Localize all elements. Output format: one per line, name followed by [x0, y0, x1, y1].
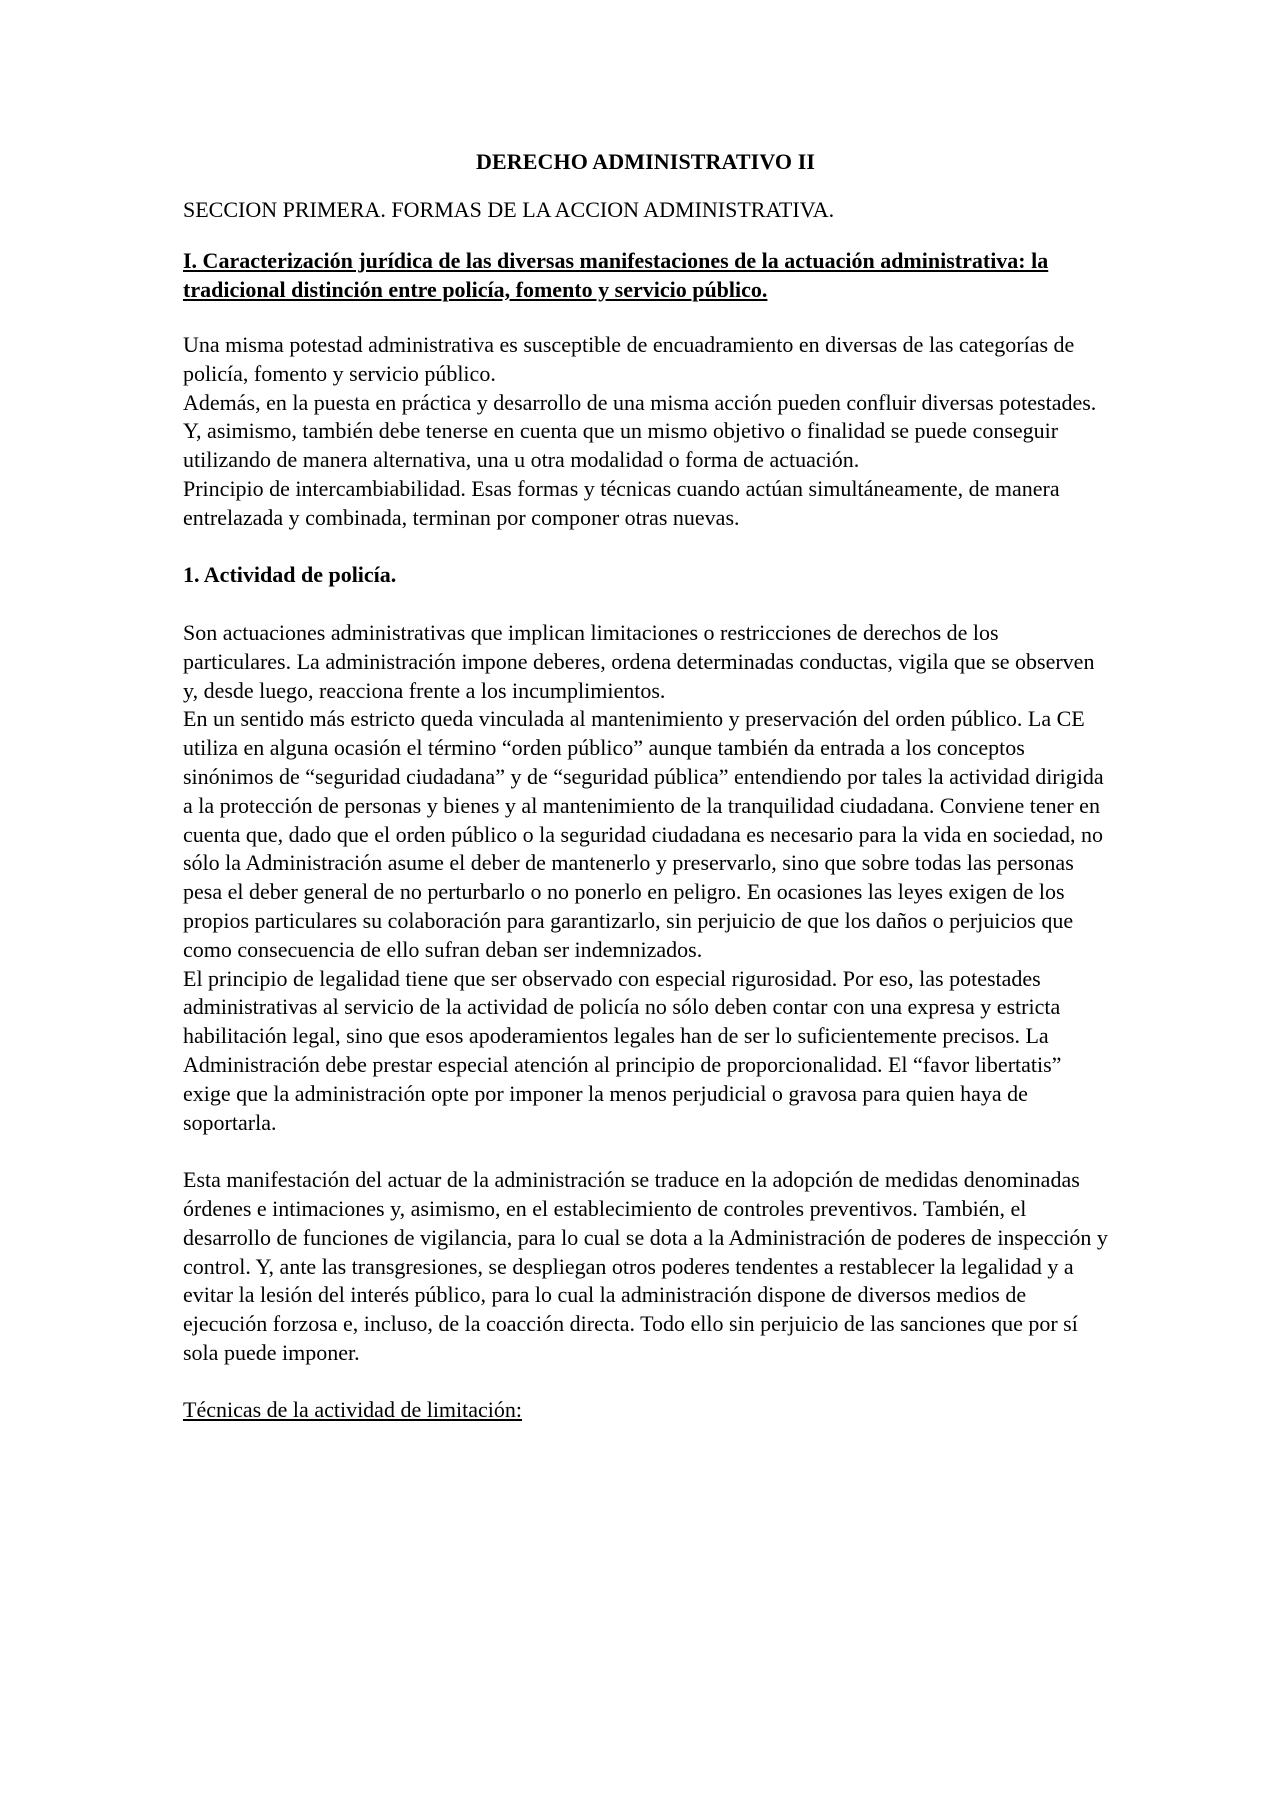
spacer — [183, 1137, 1108, 1166]
spacer — [183, 533, 1108, 562]
subheading-actividad-policia: 1. Actividad de policía. — [183, 562, 397, 588]
chapter-heading: I. Caracterización jurídica de las diversas manifestaciones de la actuación administrativa: la tradicional distinción entre policía, fomento y servicio público. — [183, 248, 1049, 302]
tecnicas-heading: Técnicas de la actividad de limitación: — [183, 1397, 523, 1423]
spacer — [183, 590, 1108, 619]
policia-paragraph-1: Son actuaciones administrativas que implican limitaciones o restricciones de derechos de los particulares. La administración impone deberes, ordena determinadas conductas, vigila que se observen y, desde luego, reacciona frente a los incumplimientos. — [183, 619, 1095, 703]
document-title: DERECHO ADMINISTRATIVO II — [475, 149, 816, 174]
policia-paragraph-2: En un sentido más estricto queda vinculada al mantenimiento y preservación del orden público. La CE utiliza en alguna ocasión el término “orden público” aunque también da entrada a los conceptos sinónimos de “seguridad ciudadana” y de “seguridad pública” entendiendo por tales la actividad dirigida a la protección de personas y bienes y al mantenimiento de la tranquilidad ciudadana. Conviene tener en cuenta que, dado que el orden público o la seguridad ciudadana es necesario para la vida en sociedad, no sólo la Administración asume el deber de mantenerlo y preservarlo, sino que sobre todas las personas pesa el deber general de no perturbarlo o no ponerlo en peligro. En ocasiones las leyes exigen de los propios particulares su colaboración para garantizarlo, sin perjuicio de que los daños o perjuicios que como consecuencia de ello sufran deban ser indemnizados. — [183, 706, 1104, 962]
manifestacion-paragraph: Esta manifestación del actuar de la administración se traduce en la adopción de medidas denominadas órdenes e intimaciones y, asimismo, en el establecimiento de controles preventivos. También, el desarrollo de funciones de vigilancia, para lo cual se dota a la Administración de poderes de inspección y control. Y, ante las transgresiones, se despliegan otros poderes tendentes a restablecer la legalidad y a evitar la lesión del interés público, para lo cual la administración dispone de diversos medios de ejecución forzosa e, incluso, de la coacción directa. Todo ello sin perjuicio de las sanciones que por sí sola puede imponer. — [183, 1167, 1108, 1365]
policia-paragraph-3: El principio de legalidad tiene que ser observado con especial rigurosidad. Por eso, las potestades administrativas al servicio de la actividad de policía no sólo deben contar con una expresa y estricta habilitación legal, sino que esos apoderamientos legales han de ser lo suficientemente precisos. La Administración debe prestar especial atención al principio de proporcionalidad. El “favor libertatis” exige que la administración opte por imponer la menos perjudicial o gravosa para quien haya de soportarla. — [183, 965, 1062, 1135]
intro-paragraph-1: Una misma potestad administrativa es susceptible de encuadramiento en diversas de las categorías de policía, fomento y servicio público. — [183, 332, 1075, 386]
section-heading: SECCION PRIMERA. FORMAS DE LA ACCION ADMINISTRATIVA. — [183, 197, 835, 222]
document-page — [183, 148, 1108, 1425]
intro-paragraph-2: Además, en la puesta en práctica y desarrollo de una misma acción pueden confluir diversas potestades. Y, asimismo, también debe tenerse en cuenta que un mismo objetivo o finalidad se puede conseguir utilizando de manera alternativa, una u otra modalidad o forma de actuación. — [183, 389, 1097, 473]
spacer — [183, 1368, 1108, 1397]
intro-paragraph-3: Principio de intercambiabilidad. Esas formas y técnicas cuando actúan simultáneamente, de manera entrelazada y combinada, terminan por componer otras nuevas. — [183, 475, 1060, 530]
